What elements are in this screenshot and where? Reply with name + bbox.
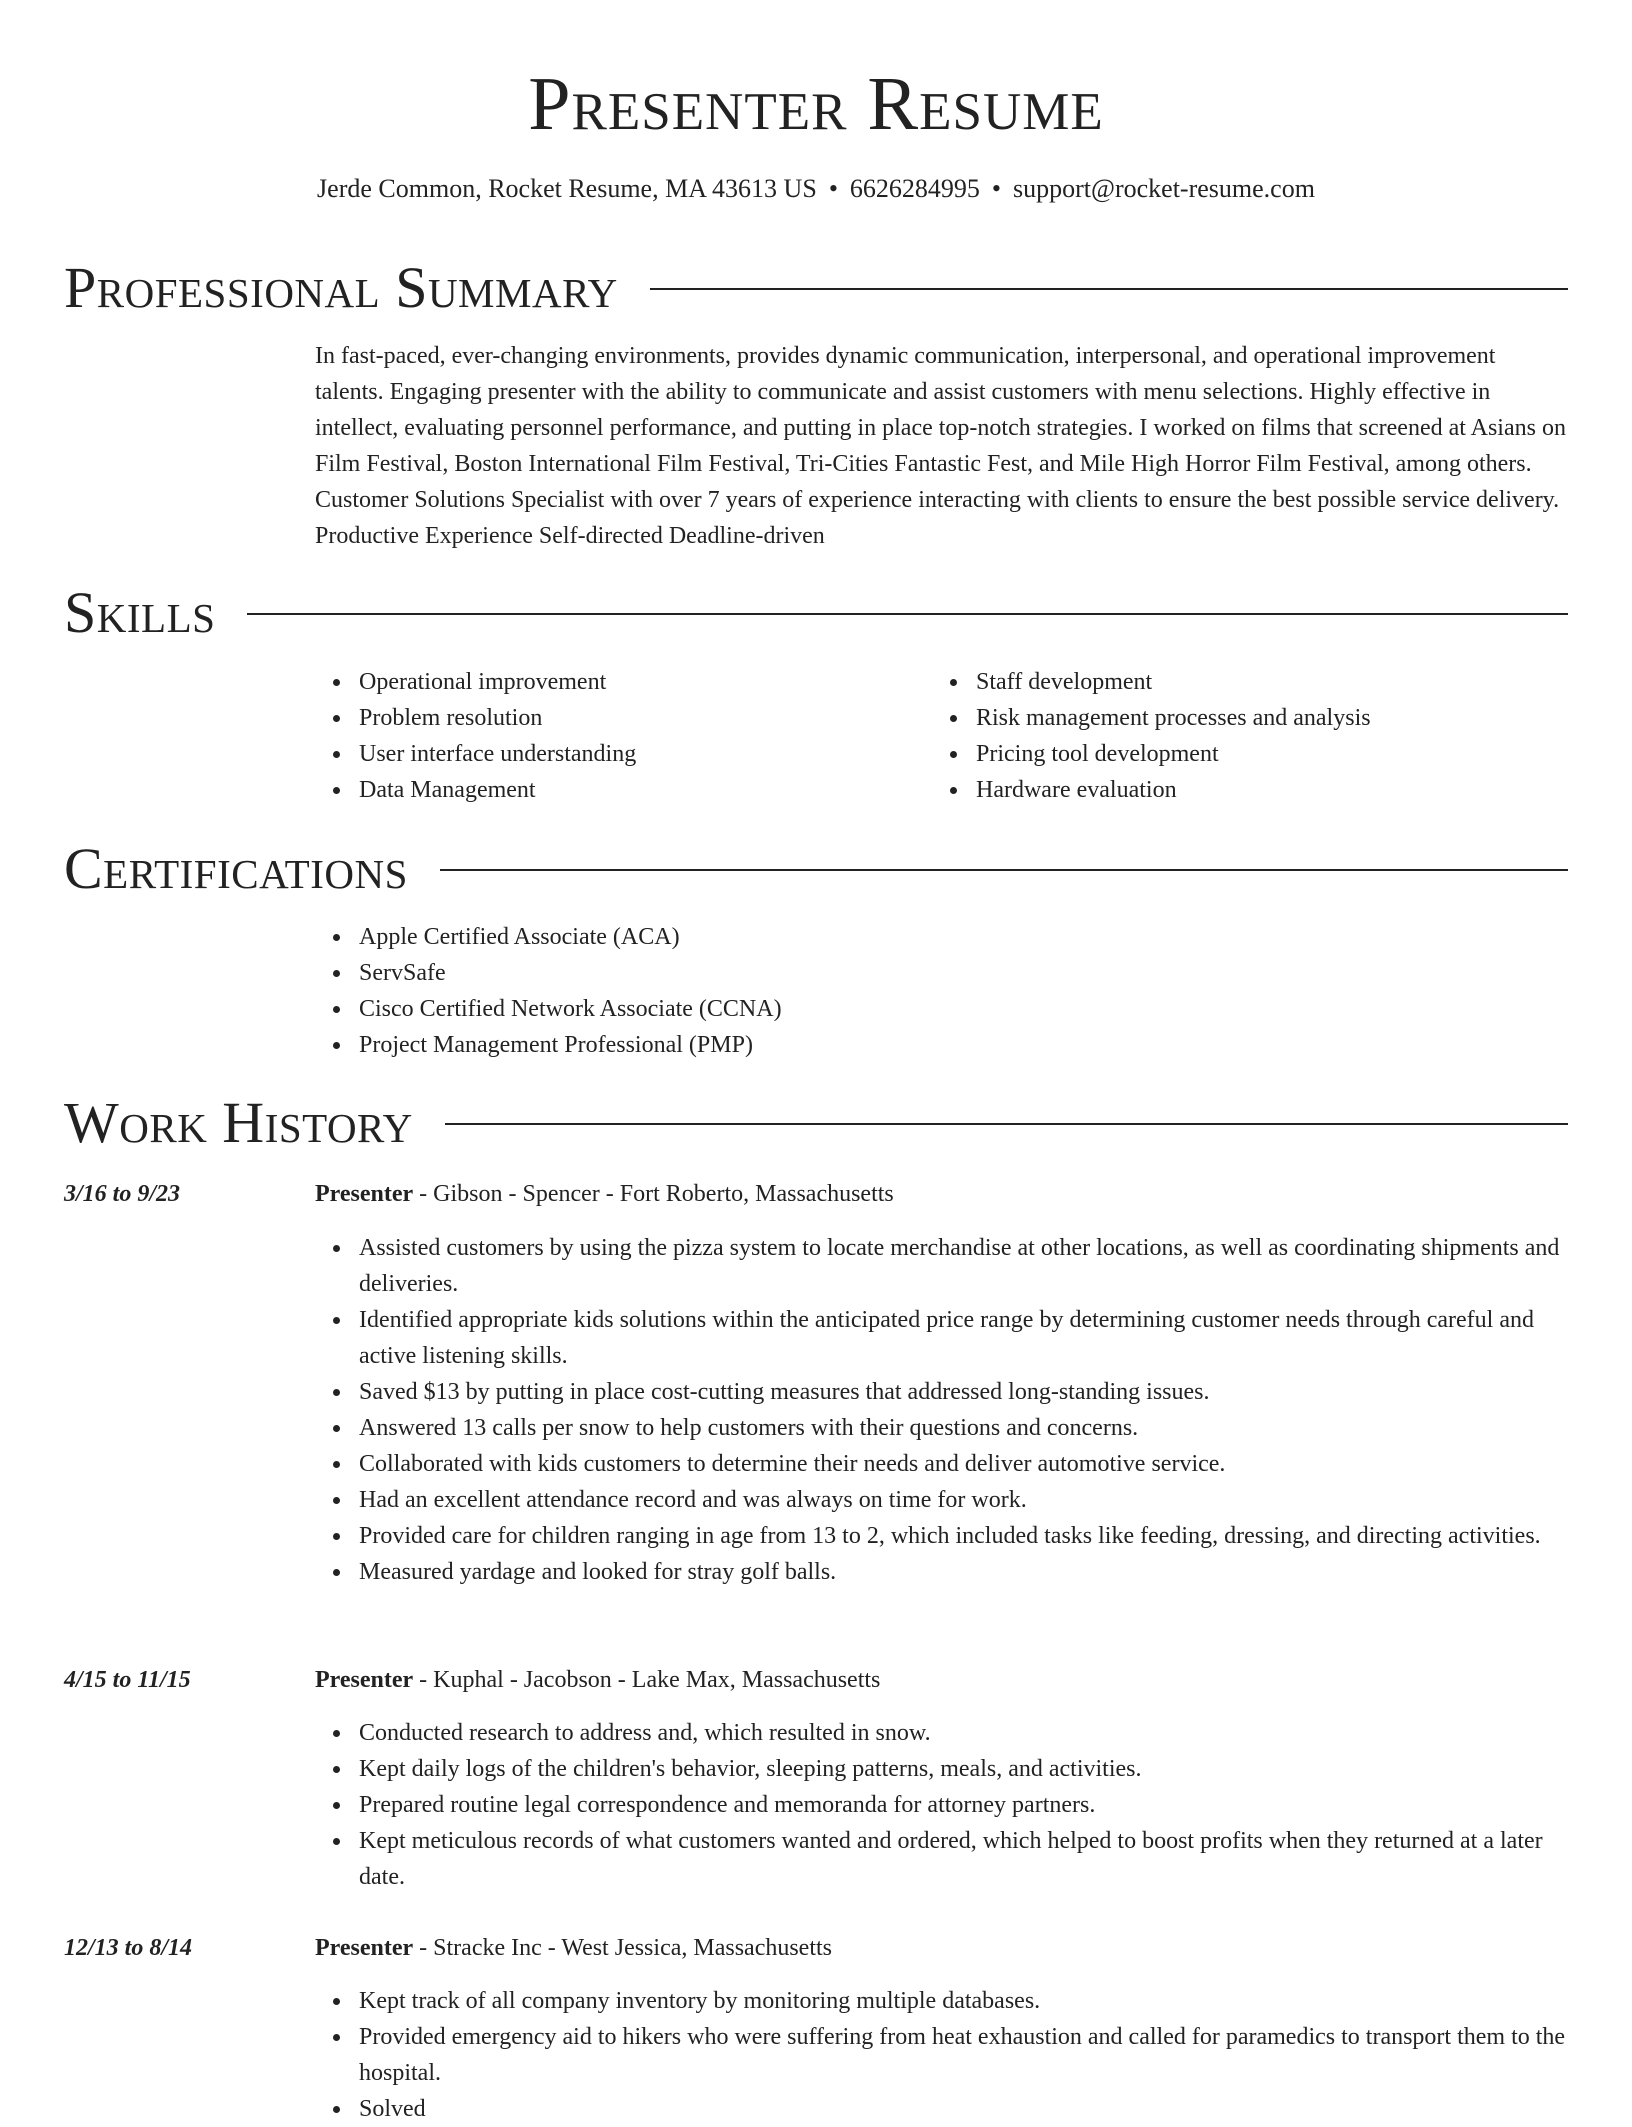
bullet-list	[932, 664, 1371, 808]
job-heading	[315, 1930, 832, 1966]
certification-item: Project Management Professional (PMP)	[359, 1027, 782, 1063]
job-duty-item: Collaborated with kids customers to determine their needs and deliver automotive service.	[359, 1446, 1568, 1482]
section-title-work-history: Work History	[64, 1090, 413, 1155]
job-role: Presenter	[315, 1667, 414, 1693]
section-header-skills	[64, 578, 1568, 648]
job-dates: 3/16 to 9/23	[64, 1181, 181, 1207]
section-divider	[650, 288, 1568, 290]
job-employer: - Gibson - Spencer - Fort Roberto, Massachusetts	[413, 1181, 894, 1207]
job-role: Presenter	[315, 1935, 414, 1961]
job-duty-item: Identified appropriate kids solutions within the anticipated price range by determining customer needs through careful and active listening skills.	[359, 1302, 1568, 1374]
job-duty-item: Kept daily logs of the children's behavior, sleeping patterns, meals, and activities.	[359, 1751, 1568, 1787]
resume-title: Presenter Resume	[528, 62, 1104, 146]
contact-email: support@rocket-resume.com	[1013, 174, 1315, 203]
skill-item: Hardware evaluation	[976, 772, 1371, 808]
job-duty-item: Provided care for children ranging in age from 13 to 2, which included tasks like feeding, dressing, and directing activities.	[359, 1518, 1568, 1554]
job-dates: 4/15 to 11/15	[64, 1667, 191, 1693]
section-title-skills: Skills	[64, 580, 216, 645]
job-duty-item: Provided emergency aid to hikers who were suffering from heat exhaustion and called for paramedics to transport them to the hospital.	[359, 2019, 1568, 2091]
job-heading	[315, 1176, 894, 1212]
section-divider	[247, 613, 1568, 615]
skills-column-right	[932, 664, 1371, 808]
job-heading	[315, 1662, 880, 1698]
job-duty-item: Conducted research to address and, which resulted in snow.	[359, 1715, 1568, 1751]
skills-column-left	[315, 664, 636, 808]
section-divider	[445, 1123, 1568, 1125]
contact-separator: •	[991, 174, 1002, 203]
section-title-certifications: Certifications	[64, 836, 408, 901]
bullet-list	[315, 1715, 1568, 1895]
skill-item: Staff development	[976, 664, 1371, 700]
job-duty-item: Had an excellent attendance record and was always on time for work.	[359, 1482, 1568, 1518]
section-header-work-history	[64, 1088, 1568, 1158]
certification-item: Cisco Certified Network Associate (CCNA)	[359, 991, 782, 1027]
skill-item: Problem resolution	[359, 700, 636, 736]
job-duties	[315, 1983, 1568, 2127]
job-duty-item: Solved	[359, 2091, 1568, 2127]
section-title-summary: Professional Summary	[64, 255, 618, 320]
certification-item: ServSafe	[359, 955, 782, 991]
skill-item: User interface understanding	[359, 736, 636, 772]
job-role: Presenter	[315, 1181, 414, 1207]
skill-item: Risk management processes and analysis	[976, 700, 1371, 736]
contact-phone: 6626284995	[849, 174, 980, 203]
bullet-list	[315, 919, 782, 1063]
job-duty-item: Prepared routine legal correspondence and memoranda for attorney partners.	[359, 1787, 1568, 1823]
contact-line	[0, 172, 1632, 206]
section-header-certifications	[64, 834, 1568, 904]
job-duty-item: Kept meticulous records of what customers wanted and ordered, which helped to boost profits when they returned at a later date.	[359, 1823, 1568, 1895]
job-duty-item: Measured yardage and looked for stray golf balls.	[359, 1554, 1568, 1590]
bullet-list	[315, 1230, 1568, 1590]
section-divider	[440, 869, 1568, 871]
job-duty-item: Saved $13 by putting in place cost-cutting measures that addressed long-standing issues.	[359, 1374, 1568, 1410]
skill-item: Operational improvement	[359, 664, 636, 700]
contact-address: Jerde Common, Rocket Resume, MA 43613 US	[317, 174, 817, 203]
job-duties	[315, 1230, 1568, 1590]
job-duty-item: Assisted customers by using the pizza system to locate merchandise at other locations, as well as coordinating shipments and deliveries.	[359, 1230, 1568, 1302]
contact-separator: •	[828, 174, 838, 203]
certifications-list	[315, 919, 782, 1063]
skill-item: Pricing tool development	[976, 736, 1371, 772]
bullet-list	[315, 1983, 1568, 2127]
summary-text: In fast-paced, ever-changing environments, provides dynamic communication, interpersonal, and operational improvement talents. Engaging presenter with the ability to communicate and assist customers with menu selections. Highly effective in intellect, evaluating personnel performance, and putting in place top-notch strategies. I worked on films that screened at Asians on Film Festival, Boston International Film Festival, Tri-Cities Fantastic Fest, and Mile High Horror Film Festival, among others. Customer Solutions Specialist with over 7 years of experience interacting with clients to ensure the best possible service delivery. Productive Experience Self-directed Deadline-driven	[315, 343, 1566, 549]
job-employer: - Kuphal - Jacobson - Lake Max, Massachusetts	[413, 1667, 881, 1693]
job-dates: 12/13 to 8/14	[64, 1935, 193, 1961]
job-duty-item: Answered 13 calls per snow to help customers with their questions and concerns.	[359, 1410, 1568, 1446]
certification-item: Apple Certified Associate (ACA)	[359, 919, 782, 955]
job-employer: - Stracke Inc - West Jessica, Massachusetts	[413, 1935, 833, 1961]
bullet-list	[315, 664, 636, 808]
job-duties	[315, 1715, 1568, 1895]
section-header-summary	[64, 253, 1568, 323]
skill-item: Data Management	[359, 772, 636, 808]
job-duty-item: Kept track of all company inventory by monitoring multiple databases.	[359, 1983, 1568, 2019]
